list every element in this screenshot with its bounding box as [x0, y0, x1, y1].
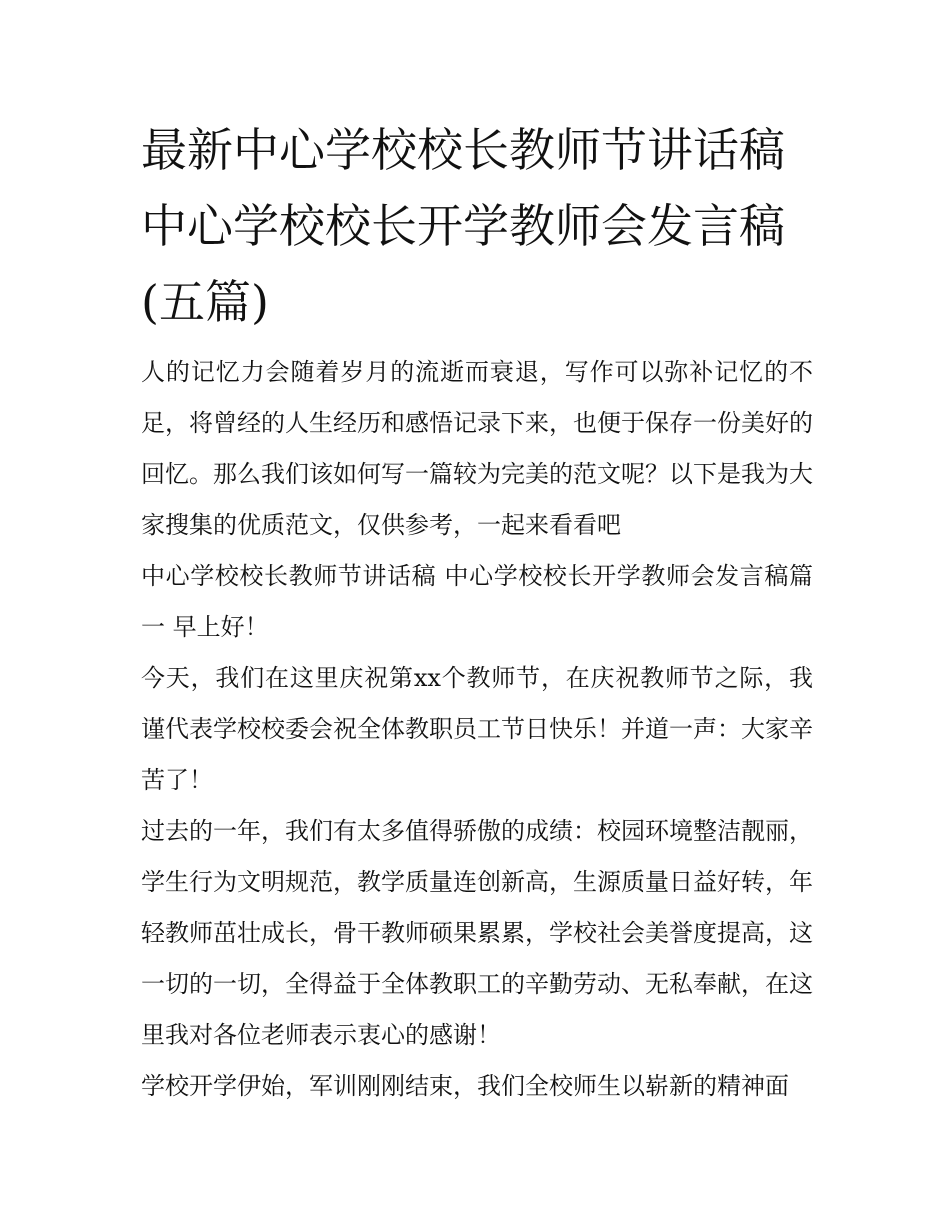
paragraph-achievements: 过去的一年，我们有太多值得骄傲的成绩：校园环境整洁靓丽，学生行为文明规范，教学质量连创新高，生源质量日益好转，年轻教师茁壮成长，骨干教师硕果累累，学校社会美誉度提高，这一切的一切，全得益于全体教职工的辛勤劳动、无私奉献，在这里我对各位老师表示衷心的感谢！ [141, 817, 813, 1049]
paragraph-heading-greeting: 中心学校校长教师节讲话稿 中心学校校长开学教师会发言稿篇一 早上好！ [141, 562, 813, 641]
paragraph-new-semester: 学校开学伊始，军训刚刚结束，我们全校师生以崭新的精神面 [141, 1072, 789, 1100]
document-title: 最新中心学校校长教师节讲话稿 中心学校校长开学教师会发言稿(五篇) [141, 123, 785, 329]
paragraph-celebration: 今天，我们在这里庆祝第xx个教师节，在庆祝教师节之际，我谨代表学校校委会祝全体教职员工节日快乐！并道一声：大家辛苦了！ [141, 664, 813, 794]
paragraph-intro: 人的记忆力会随着岁月的流逝而衰退，写作可以弥补记忆的不足，将曾经的人生经历和感悟记录下来，也便于保存一份美好的回忆。那么我们该如何写一篇较为完美的范文呢？以下是我为大家搜集的优质范文，仅供参考，一起来看看吧 [141, 358, 813, 539]
document-body [141, 112, 813, 1112]
